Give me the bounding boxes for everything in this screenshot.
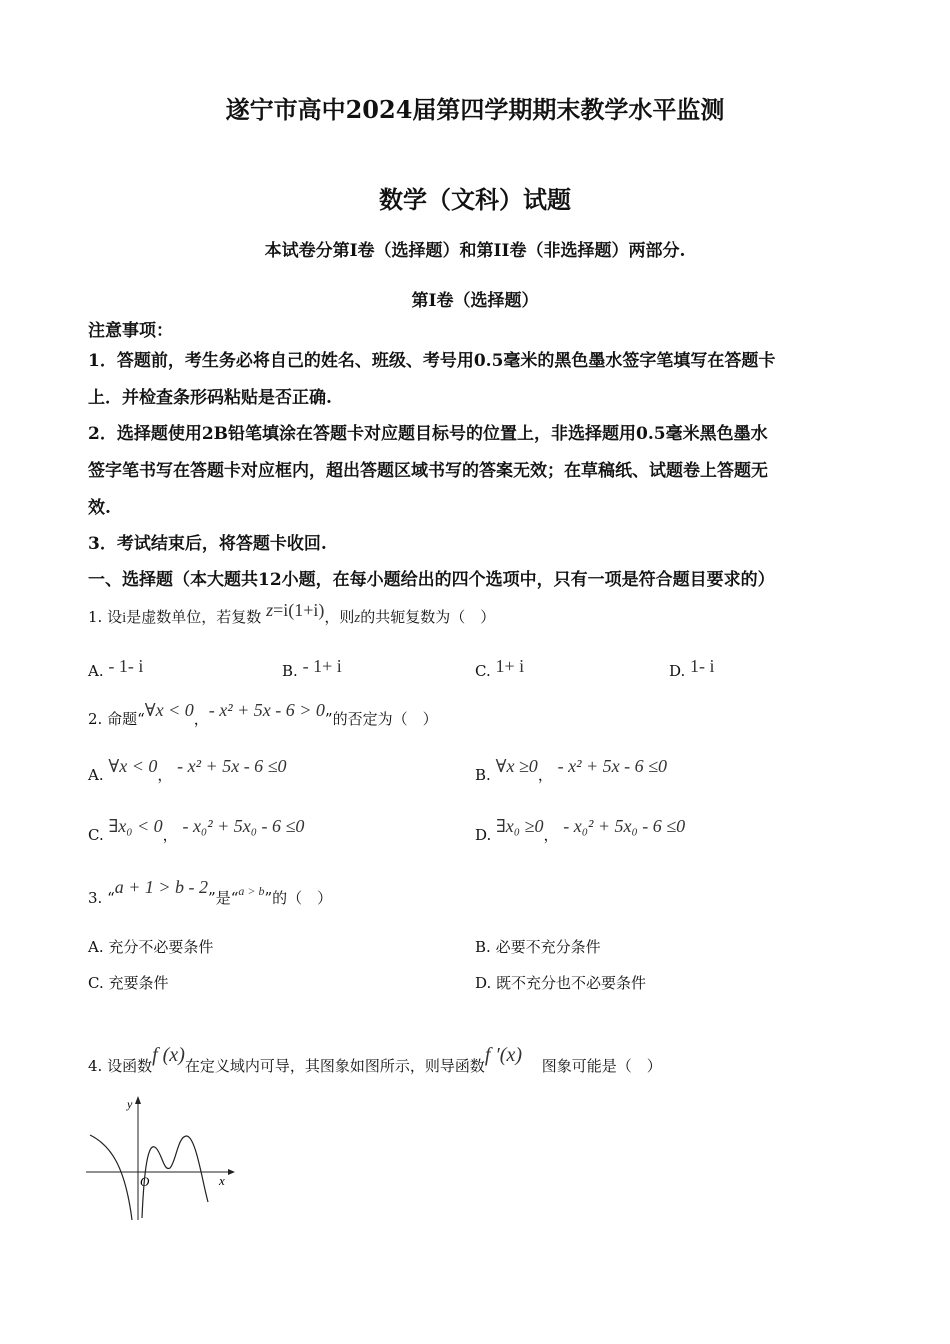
q1-mid2: ，则 xyxy=(324,608,355,626)
q4-mid: 在定义域内可导，其图象如图所示，则导函数 xyxy=(184,1057,485,1075)
q3-option-d[interactable] xyxy=(475,972,646,993)
option-label: C. xyxy=(475,662,491,680)
option-value: 1+ i xyxy=(495,656,525,676)
q1-suffix: 的共轭复数为（ ） xyxy=(360,608,496,626)
q2-option-d[interactable]: D. ∃x₀ ≥0， - x₀² + 5x₀ - 6 ≤0 xyxy=(475,816,686,844)
q3-mid: ”是“ xyxy=(208,889,239,907)
option-quantifier: ∃x₀ < 0 xyxy=(108,816,163,836)
q3-option-b[interactable] xyxy=(475,936,601,957)
q4-function-graph xyxy=(80,1090,250,1230)
q4-function: f (x) xyxy=(152,1044,185,1066)
origin-label: O xyxy=(140,1174,150,1189)
note-2-line-3: 效. xyxy=(88,498,111,518)
q2-prefix: 2. 命题“ xyxy=(88,710,145,728)
x-axis-arrow-icon xyxy=(228,1169,235,1175)
option-inequality: - x² + 5x - 6 ≤0 xyxy=(557,756,667,776)
option-label: B. xyxy=(475,766,491,784)
subject-title: 数学（文科）试题 xyxy=(379,185,571,214)
q1-option-b[interactable] xyxy=(282,656,342,681)
q2-inequality: - x² + 5x - 6 > 0 xyxy=(208,700,325,720)
q2-option-c[interactable]: C. ∃x₀ < 0， - x₀² + 5x₀ - 6 ≤0 xyxy=(88,816,305,844)
exam-title: 遂宁市高中2024届第四学期期末教学水平监测 xyxy=(225,95,725,124)
q2-condition: ∀x < 0 xyxy=(144,700,194,720)
x-axis-label: x xyxy=(219,1173,225,1188)
note-2-line-2: 签字笔书写在答题卡对应框内，超出答题区域书写的答案无效；在草稿纸、试题卷上答题无 xyxy=(88,461,768,481)
option-quantifier: ∀x ≥0 xyxy=(495,756,538,776)
q2-option-b[interactable]: B. ∀x ≥0， - x² + 5x - 6 ≤0 xyxy=(475,756,667,784)
q3-option-c[interactable] xyxy=(88,972,169,993)
note-1-line-1: 1．答题前，考生务必将自己的姓名、班级、考号用0.5毫米的黑色墨水签字笔填写在答题卡 xyxy=(88,351,776,371)
option-text: 充要条件 xyxy=(108,974,169,992)
q2-comma: ， xyxy=(193,710,209,728)
option-inequality: - x₀² + 5x₀ - 6 ≤0 xyxy=(563,816,686,836)
option-quantifier: ∀x < 0 xyxy=(108,756,158,776)
q4-derivative: f ′(x) xyxy=(484,1044,523,1066)
question-3 xyxy=(88,877,333,908)
q4-prefix: 4. 设函数 xyxy=(88,1057,153,1075)
q3-suffix: ”的（ ） xyxy=(264,889,333,907)
exam-intro: 本试卷分第I卷（选择题）和第II卷（非选择题）两部分. xyxy=(264,241,686,261)
y-axis-label: y xyxy=(127,1097,133,1111)
option-label: D. xyxy=(475,826,492,844)
question-1 xyxy=(88,600,496,627)
q3-expression-2: a > b xyxy=(238,884,265,898)
option-value: - 1+ i xyxy=(302,656,342,676)
q1-option-d[interactable] xyxy=(669,656,715,681)
q1-option-a[interactable] xyxy=(88,656,144,681)
note-1-line-2: 上．并检查条形码粘贴是否正确. xyxy=(88,388,332,408)
note-2-line-1: 2．选择题使用2B铅笔填涂在答题卡对应题目标号的位置上，非选择题用0.5毫米黑色墨水 xyxy=(88,424,768,444)
option-text: 既不充分也不必要条件 xyxy=(496,974,647,992)
curve-right-branch xyxy=(142,1136,208,1218)
q3-prefix: 3. “ xyxy=(88,889,115,907)
option-label: A. xyxy=(88,662,104,680)
option-label: C. xyxy=(88,974,104,992)
option-label: D. xyxy=(669,662,686,680)
option-label: B. xyxy=(475,938,491,956)
option-quantifier: ∃x₀ ≥0 xyxy=(496,816,544,836)
q1-prefix: 1. 设 xyxy=(88,608,123,626)
question-2 xyxy=(88,700,438,729)
notes-heading: 注意事项： xyxy=(88,321,173,341)
q1-z: z xyxy=(266,600,274,620)
option-value: 1- i xyxy=(690,656,715,676)
option-inequality: - x² + 5x - 6 ≤0 xyxy=(177,756,287,776)
q4-suffix: 图象可能是（ ） xyxy=(541,1057,662,1075)
option-label: A. xyxy=(88,938,104,956)
option-text: 充分不必要条件 xyxy=(108,938,214,956)
q1-z2: z xyxy=(354,610,361,626)
section-1-heading: 一、选择题（本大题共12小题，在每小题给出的四个选项中，只有一项是符合题目要求的） xyxy=(88,570,775,590)
question-4 xyxy=(88,1044,662,1077)
q2-suffix: ”的否定为（ ） xyxy=(324,710,438,728)
q1-i: i xyxy=(122,610,127,626)
q3-expression-1: a + 1 > b - 2 xyxy=(114,877,209,897)
q1-expr: =i(1+i) xyxy=(273,600,325,620)
q3-option-a[interactable] xyxy=(88,936,213,957)
q2-option-a[interactable]: A. ∀x < 0， - x² + 5x - 6 ≤0 xyxy=(88,756,287,784)
option-value: - 1- i xyxy=(108,656,144,676)
q1-mid: 是虚数单位，若复数 xyxy=(126,608,262,626)
curve-left-branch xyxy=(90,1135,132,1220)
note-3: 3．考试结束后，将答题卡收回. xyxy=(88,534,327,554)
option-text: 必要不充分条件 xyxy=(495,938,601,956)
option-inequality: - x₀² + 5x₀ - 6 ≤0 xyxy=(182,816,305,836)
option-label: D. xyxy=(475,974,492,992)
option-label: C. xyxy=(88,826,104,844)
y-axis-arrow-icon xyxy=(135,1096,141,1104)
volume-title: 第Ⅰ卷（选择题） xyxy=(411,291,539,311)
option-label: B. xyxy=(282,662,298,680)
option-label: A. xyxy=(88,766,104,784)
q1-option-c[interactable] xyxy=(475,656,525,681)
